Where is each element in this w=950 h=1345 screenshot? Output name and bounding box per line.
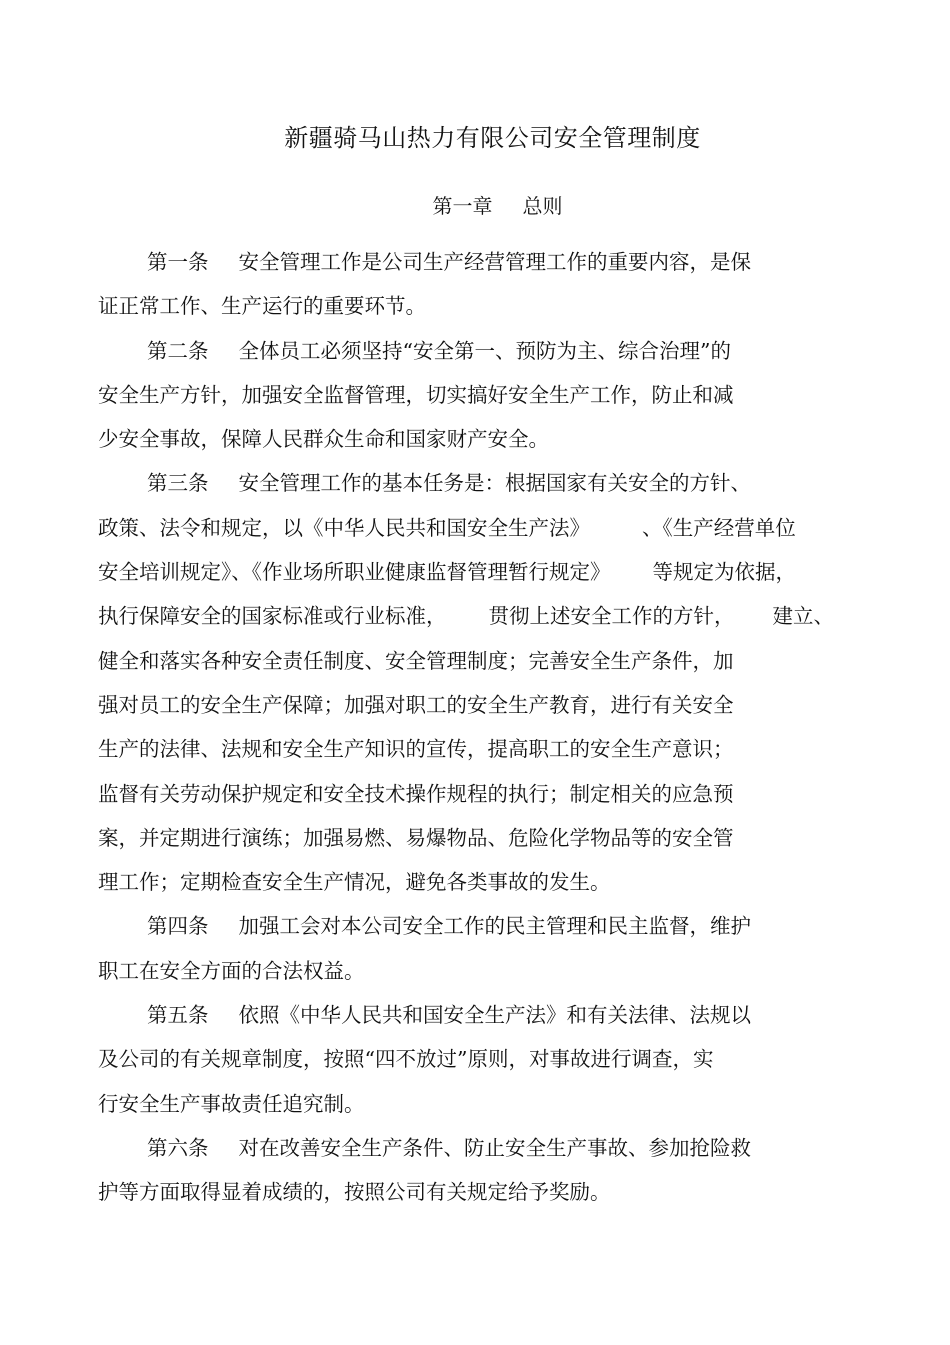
- article-text: 安全培训规定》、《作业场所职业健康监督管理暂行规定》: [98, 560, 611, 585]
- article-2-line-3: 少安全事故，保障人民群众生命和国家财产安全。: [98, 427, 549, 452]
- article-text: 全体员工必须坚持“安全第一、预防为主、综合治理”的: [238, 338, 731, 363]
- article-label: 第四条: [147, 914, 209, 939]
- article-3-line-9: 案，并定期进行演练；加强易燃、易爆物品、危险化学物品等的安全管: [98, 825, 734, 850]
- article-label: 第六条: [147, 1135, 209, 1160]
- article-2-line-2: 安全生产方针，加强安全监督管理，切实搞好安全生产工作，防止和减: [98, 382, 734, 407]
- article-text: 建立、: [772, 604, 834, 629]
- article-text: 等规定为依据，: [652, 560, 796, 585]
- article-2-line-1: [98, 329, 798, 373]
- article-6-line-2: 护等方面取得显着成绩的，按照公司有关规定给予奖励。: [98, 1180, 611, 1205]
- article-label: 第二条: [147, 338, 209, 363]
- article-4-line-2: 职工在安全方面的合法权益。: [98, 958, 365, 983]
- article-3-line-4: [98, 594, 834, 638]
- chapter-name: 总则: [522, 194, 563, 218]
- article-3-line-1: [98, 461, 798, 505]
- article-3-line-3: [98, 550, 798, 594]
- article-6-line-1: [98, 1126, 798, 1170]
- article-3-line-2: [98, 506, 798, 550]
- article-label: 第三条: [147, 471, 209, 496]
- article-text: 安全管理工作是公司生产经营管理工作的重要内容，是保: [238, 250, 751, 274]
- article-4-line-1: [98, 904, 798, 948]
- chapter-number: 第一章: [432, 194, 493, 218]
- article-text: 政策、法令和规定，以《中华人民共和国安全生产法》: [98, 515, 590, 540]
- article-text: 依照《中华人民共和国安全生产法》和有关法律、法规以: [238, 1003, 751, 1028]
- article-5-line-2: 及公司的有关规章制度，按照“四不放过”原则，对事故进行调查，实: [98, 1047, 714, 1072]
- article-5-line-3: 行安全生产事故责任追究制。: [98, 1091, 365, 1116]
- article-text: 贯彻上述安全工作的方针，: [488, 604, 735, 629]
- article-text: 执行保障安全的国家标准或行业标准，: [98, 604, 447, 629]
- article-3-line-8: 监督有关劳动保护规定和安全技术操作规程的执行；制定相关的应急预: [98, 781, 734, 806]
- article-text: 安全管理工作的基本任务是：根据国家有关安全的方针、: [238, 471, 751, 496]
- article-1-line-2: 证正常工作、生产运行的重要环节。: [98, 294, 426, 319]
- article-3-line-5: 健全和落实各种安全责任制度、安全管理制度；完善安全生产条件，加: [98, 648, 734, 673]
- article-text: 、《生产经营单位: [642, 515, 796, 540]
- article-1-line-1: [98, 240, 798, 284]
- article-text: 加强工会对本公司安全工作的民主管理和民主监督，维护: [238, 914, 751, 939]
- document-title: 新疆骑马山热力有限公司安全管理制度: [284, 124, 701, 152]
- article-label: 第一条: [147, 250, 209, 274]
- article-3-line-10: 理工作；定期检查安全生产情况，避免各类事故的发生。: [98, 870, 611, 895]
- document-body: [98, 240, 834, 1215]
- article-3-line-6: 强对员工的安全生产保障；加强对职工的安全生产教育，进行有关安全: [98, 692, 734, 717]
- article-text: 对在改善安全生产条件、防止安全生产事故、参加抢险救: [238, 1135, 751, 1160]
- chapter-heading: [0, 190, 950, 219]
- article-3-line-7: 生产的法律、法规和安全生产知识的宣传，提高职工的安全生产意识；: [98, 737, 734, 762]
- article-label: 第五条: [147, 1003, 209, 1028]
- article-5-line-1: [98, 993, 798, 1037]
